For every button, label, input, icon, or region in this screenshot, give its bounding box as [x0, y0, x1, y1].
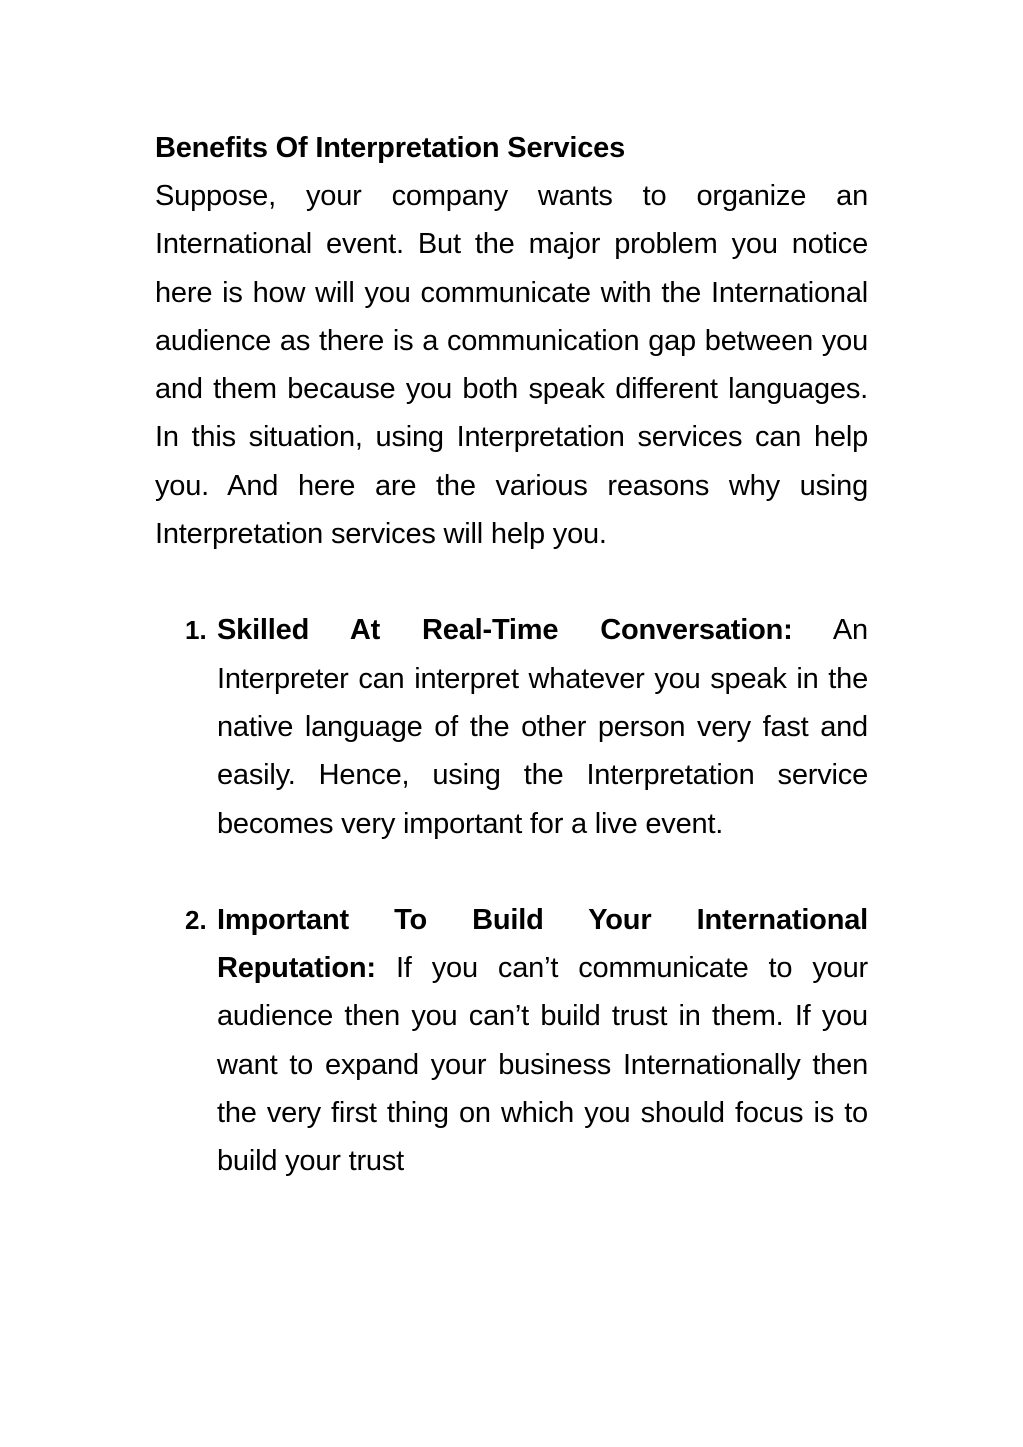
list-item-number: 2.: [185, 904, 207, 935]
list-item-number: 1.: [185, 615, 207, 646]
list-item-body: [217, 896, 868, 1186]
benefits-list: [155, 606, 868, 1185]
list-item-body: [217, 606, 868, 847]
list-item-title: Skilled At Real-Time Conversation:: [217, 614, 793, 647]
list-item-text: If you can’t communicate to your audience then you can’t build trust in them. If you want to expand your business Internationally then the very first thing on which you should focus is to build your trust: [217, 952, 868, 1178]
list-item-title: Important To Build Your International Reputation:: [217, 903, 868, 985]
intro-paragraph: Suppose, your company wants to organize an International event. But the major problem you notice here is how will you communicate with the International audience as there is a communication gap between you and them because you both speak different languages. In this situation, using Interpretation services can help you. And here are the various reasons why using Interpretation services will help you.: [155, 180, 868, 551]
section-heading: Benefits Of Interpretation Services: [155, 132, 626, 164]
list-item: [155, 606, 868, 847]
document-page: [155, 124, 868, 1234]
list-item-text: An Interpreter can interpret whatever you speak in the native language of the other person very fast and easily. Hence, using the Interpretation service becomes very important for a live event.: [217, 614, 868, 840]
list-item: [155, 896, 868, 1186]
